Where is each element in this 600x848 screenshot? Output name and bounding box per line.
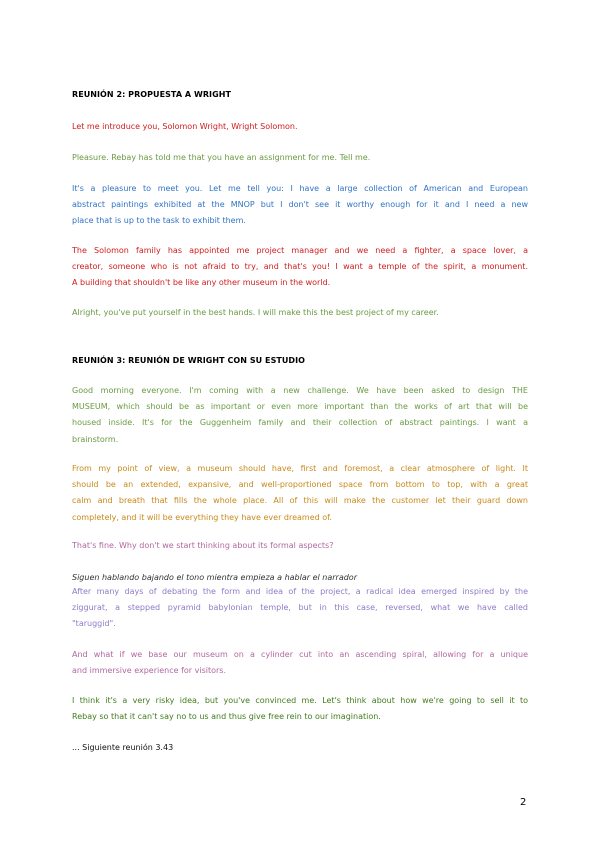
text-line: Alright, you've put yourself in the best hands. I will make this the best project of my career.: [72, 308, 439, 317]
text-line: And what if we base our museum on a cylinder cut into an ascending spiral, allowing for a unique: [72, 650, 528, 659]
text-line: abstract paintings exhibited at the MNOP but I don't see it worthy enough for it and I need a new: [72, 200, 528, 210]
paragraph: [72, 383, 528, 448]
text-line: After many days of debating the form and idea of the project, a radical idea emerged inspired by the: [72, 587, 528, 596]
text-line: creator, someone who is not afraid to try, and that's you! I want a temple of the spirit, a monument.: [72, 262, 528, 272]
text-line: ziggurat, a stepped pyramid babylonian temple, but in this case, reversed, what we have called: [72, 603, 528, 613]
paragraph: [72, 181, 528, 230]
text-line: It's a pleasure to meet you. Let me tell you: I have a large collection of American and European: [72, 184, 528, 193]
text-line: From my point of view, a museum should have, first and foremost, a clear atmosphere of light. It: [72, 464, 528, 473]
text-line: ... Siguiente reunión 3.43: [72, 743, 174, 752]
text-line: "taruggid".: [72, 619, 116, 629]
next-meeting-note: [72, 740, 528, 756]
paragraph: [72, 538, 528, 554]
section-heading-reunion-3: REUNIÓN 3: REUNIÓN DE WRIGHT CON SU ESTUDIO: [72, 356, 305, 365]
paragraph: [72, 150, 528, 166]
text-line: housed inside. It's for the Guggenheim family and their collection of abstract paintings. I want a: [72, 418, 528, 428]
section-heading-reunion-2: REUNIÓN 2: PROPUESTA A WRIGHT: [72, 90, 231, 99]
text-line: calm and breath that fills the whole place. All of this will make the customer let their guard down: [72, 496, 528, 506]
text-line: brainstorm.: [72, 434, 119, 444]
text-line: Rebay so that it can't say no to us and thus give free rein to our imagination.: [72, 712, 381, 722]
text-line: Siguen hablando bajando el tono mientra empieza a hablar el narrador: [72, 573, 357, 582]
paragraph: [72, 647, 528, 679]
text-line: completely, and it will be everything they have ever dreamed of.: [72, 512, 332, 522]
paragraph: [72, 243, 528, 292]
text-line: should be an extended, expansive, and well-proportioned space from bottom to top, with a great: [72, 480, 528, 490]
text-line: Good morning everyone. I'm coming with a new challenge. We have been asked to design THE: [72, 386, 528, 395]
paragraph: [72, 461, 528, 526]
text-line: MUSEUM, which should be as important or even more important than the works of art that will be: [72, 402, 528, 412]
text-line: That's fine. Why don't we start thinking about its formal aspects?: [72, 541, 334, 550]
paragraph: [72, 305, 528, 321]
narrator-paragraph: [72, 584, 528, 633]
text-line: Pleasure. Rebay has told me that you have an assignment for me. Tell me.: [72, 153, 371, 162]
text-line: The Solomon family has appointed me project manager and we need a fighter, a space lover, a: [72, 246, 528, 255]
text-line: place that is up to the task to exhibit them.: [72, 216, 246, 226]
text-line: I think it's a very risky idea, but you've convinced me. Let's think about how we're going to sell it to: [72, 696, 528, 705]
paragraph: [72, 119, 528, 135]
paragraph: [72, 693, 528, 725]
text-line: A building that shouldn't be like any other museum in the world.: [72, 278, 331, 288]
text-line: Let me introduce you, Solomon Wright, Wright Solomon.: [72, 122, 298, 131]
text-line: and immersive experience for visitors.: [72, 666, 227, 676]
page-number: 2: [520, 797, 527, 808]
